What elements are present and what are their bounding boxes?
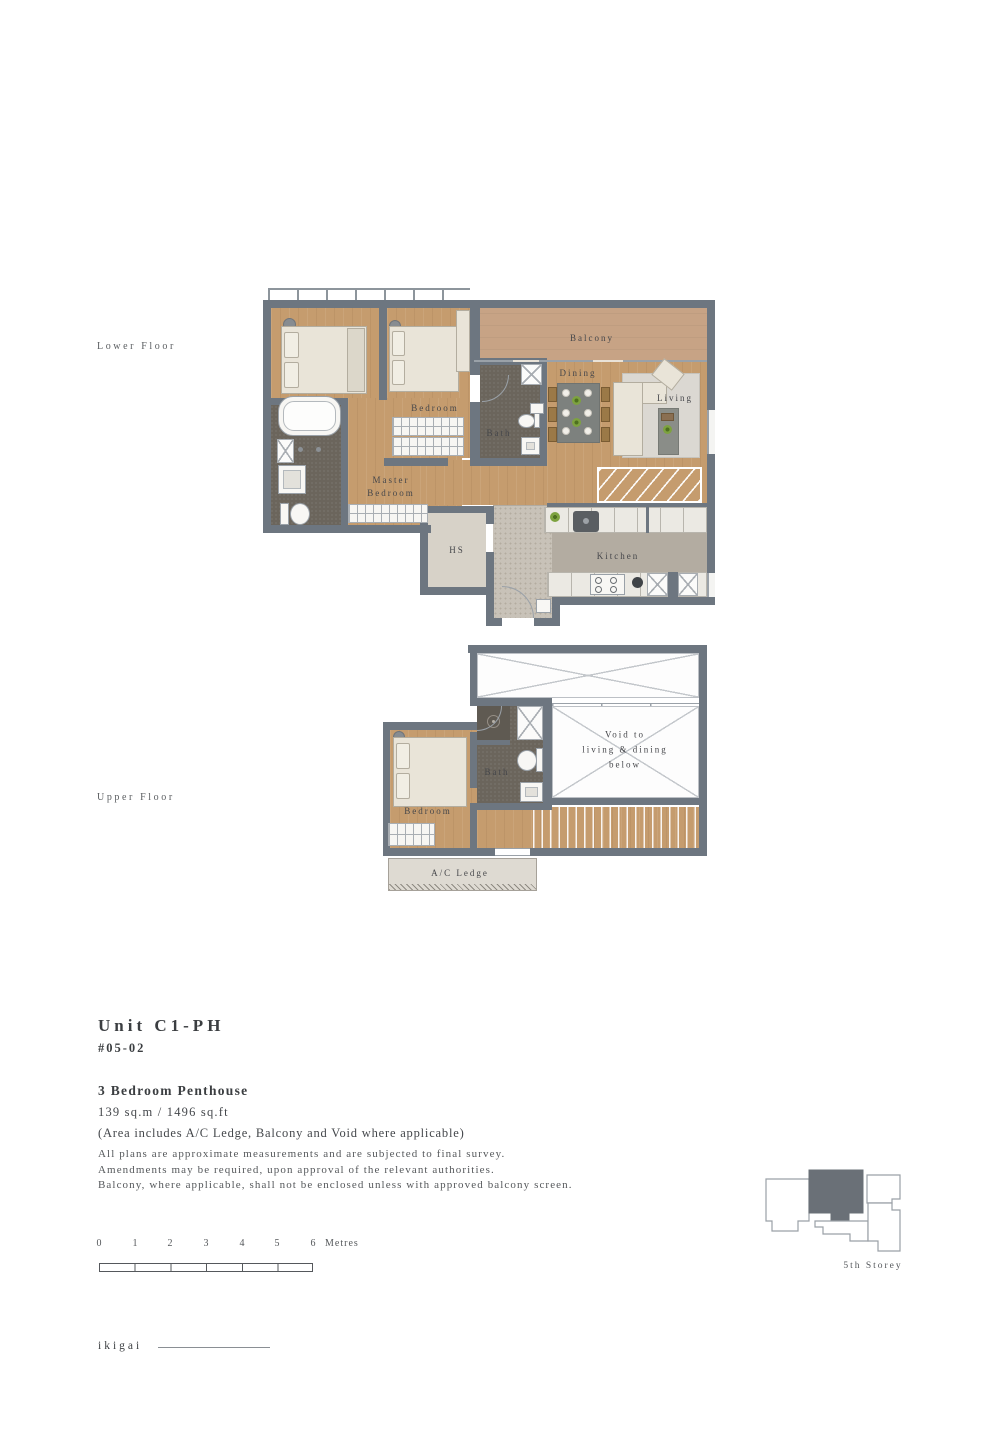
plate [562, 427, 570, 435]
wall [470, 402, 480, 466]
label-kitchen: Kitchen [596, 551, 640, 561]
ac-ledge-hatch [389, 884, 536, 890]
storey-label: 5th Storey [843, 1261, 903, 1271]
label-bath: Bath [486, 428, 512, 438]
counter-divider [646, 507, 649, 533]
wall [470, 803, 552, 810]
wall [552, 597, 715, 605]
wardrobe [392, 437, 464, 456]
washer [678, 573, 698, 596]
vanity [520, 782, 543, 802]
basin-dot [298, 447, 303, 452]
area-note: (Area includes A/C Ledge, Balcony and Void where applicable) [98, 1126, 465, 1140]
bedroom2-desk [456, 310, 470, 372]
scale-tick: 0 [96, 1238, 102, 1249]
burner [595, 577, 602, 584]
lower-floor-label: Lower Floor [97, 341, 176, 352]
vanity [521, 437, 540, 455]
wall [379, 308, 387, 400]
staircase [597, 467, 702, 503]
disclaimer-line: All plans are approximate measurements and are subjected to final survey. [98, 1148, 506, 1160]
faucet-dot [583, 518, 589, 524]
unit-type: 3 Bedroom Penthouse [98, 1083, 249, 1098]
wall [383, 848, 707, 856]
stair-treads [533, 805, 699, 848]
label-ac-ledge: A/C Ledge [431, 868, 489, 878]
label-master-bedroom: Master Bedroom [367, 475, 415, 498]
door-gap [495, 848, 530, 856]
sliding-door-gap [513, 360, 539, 362]
wall [420, 506, 494, 513]
key-plan-unit-highlight [809, 1170, 863, 1220]
wall [263, 300, 271, 533]
label-upper-bedroom: Bedroom [404, 806, 452, 816]
upper-floor-plan [383, 643, 715, 897]
dining-chair [601, 407, 610, 422]
plant [663, 425, 672, 434]
wall [468, 645, 707, 653]
scale-bar [99, 1263, 313, 1272]
wall [486, 552, 494, 595]
burner [595, 586, 602, 593]
toilet-bowl [518, 414, 535, 428]
wall [486, 506, 494, 524]
wall [486, 618, 502, 626]
pillow [284, 362, 299, 388]
counter-plant [550, 512, 560, 522]
toilet-bowl [517, 750, 537, 771]
toilet-tank [280, 503, 289, 525]
label-living: Living [657, 393, 693, 403]
label-upper-bath: Bath [484, 767, 510, 777]
scale-tick: 1 [132, 1238, 138, 1249]
scale-tick: 4 [239, 1238, 245, 1249]
balcony-railing [268, 288, 470, 300]
burner [610, 586, 617, 593]
wall [543, 798, 707, 805]
shower [278, 465, 306, 494]
basin-dot [316, 447, 321, 452]
wall [470, 458, 547, 466]
shower [517, 706, 543, 740]
pillow [396, 743, 410, 769]
plate [562, 389, 570, 397]
dining-chair [601, 427, 610, 442]
bathtub [278, 396, 341, 436]
wall [477, 740, 510, 745]
plate [562, 409, 570, 417]
scale-tick: 3 [203, 1238, 209, 1249]
upper-floor-label: Upper Floor [97, 792, 175, 803]
washer [647, 573, 668, 596]
sofa [613, 382, 643, 456]
unit-number: #05-02 [98, 1041, 146, 1055]
pillow [392, 360, 405, 385]
shoe-cabinet [536, 599, 551, 613]
label-void [550, 728, 700, 773]
window [707, 410, 715, 454]
key-plan-map [752, 1163, 912, 1263]
label-balcony: Balcony [570, 333, 614, 343]
floor-corridor [426, 460, 547, 505]
label-hs: HS [449, 545, 465, 555]
wall [420, 587, 494, 595]
void-line: living & dining [582, 744, 668, 755]
wardrobe [388, 823, 435, 846]
table-plant [572, 418, 581, 427]
bed-throw [347, 328, 365, 392]
wall [552, 597, 560, 626]
plate [584, 409, 592, 417]
wardrobe [392, 417, 464, 436]
kitchen-counter-top [544, 507, 707, 533]
pillow [396, 773, 410, 799]
wall [263, 300, 715, 308]
void-line: below [609, 759, 641, 770]
brand-line [158, 1347, 270, 1348]
dining-chair [548, 387, 557, 402]
lower-floor-plan [263, 286, 715, 630]
wall [668, 572, 678, 597]
unit-title: Unit C1-PH [98, 1016, 225, 1035]
balcony-sliding-door-line [474, 360, 707, 362]
dining-chair [548, 427, 557, 442]
sliding-door-gap [593, 360, 623, 362]
tray [661, 413, 674, 421]
wall [699, 645, 707, 855]
wall [470, 698, 552, 706]
wall [341, 398, 348, 533]
vanity-cabinet [277, 439, 294, 463]
round-sink [632, 577, 643, 588]
disclaimer-line: Amendments may be required, upon approval of the relevant authorities. [98, 1163, 495, 1176]
shower [521, 364, 542, 385]
wall [384, 458, 448, 466]
table-plant [572, 396, 581, 405]
void-line: Void to [604, 729, 646, 740]
unit-area: 139 sq.m / 1496 sq.ft [98, 1105, 229, 1119]
scale-tick: 5 [274, 1238, 280, 1249]
brand-logo: ikigai [98, 1340, 143, 1352]
plate [584, 389, 592, 397]
dining-chair [548, 407, 557, 422]
disclaimer [98, 1147, 658, 1194]
label-dining: Dining [559, 368, 597, 378]
window [707, 573, 715, 597]
scale-tick: 2 [167, 1238, 173, 1249]
toilet-tank [536, 748, 543, 772]
disclaimer-line: Balcony, where applicable, shall not be enclosed unless with approved balcony screen. [98, 1179, 573, 1191]
pillow [392, 331, 405, 356]
label-bedroom: Bedroom [411, 403, 459, 413]
dining-chair [601, 387, 610, 402]
toilet-bowl [290, 503, 310, 525]
burner [610, 577, 617, 584]
open-roof-panel [477, 653, 699, 698]
scale-unit-label: Metres [325, 1238, 359, 1249]
wardrobe [348, 504, 428, 523]
wall [383, 722, 477, 730]
plate [584, 427, 592, 435]
pillow [284, 332, 299, 358]
wall [470, 732, 477, 788]
scale-tick: 6 [310, 1238, 316, 1249]
wall [470, 645, 477, 706]
